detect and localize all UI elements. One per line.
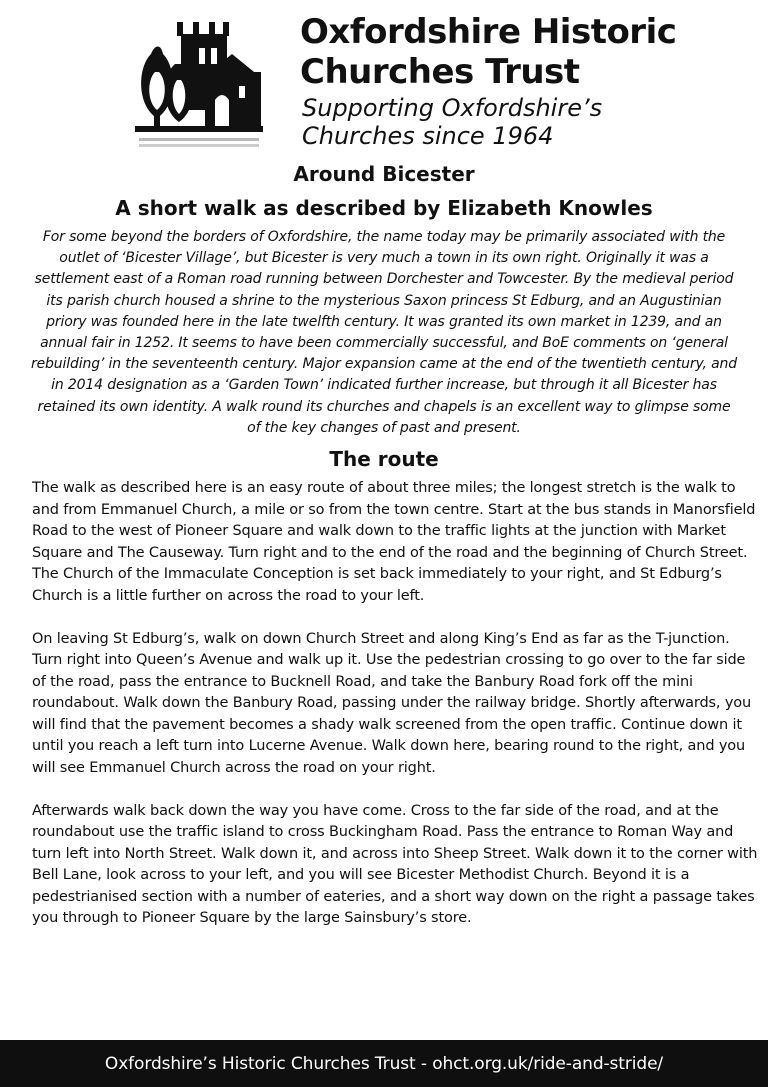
church-and-trees-logo-icon	[133, 14, 265, 152]
footer-text: Oxfordshire’s Historic Churches Trust - ohct.org.uk/ride-and-stride/	[104, 1053, 664, 1074]
route-paragraph-2: On leaving St Edburg’s, walk on down Church Street and along King’s End as far as the T-junction. Turn right into Queen’s Avenue and walk up it. Use the pedestrian crossing to go over to the far side of the road, pass the entrance to Bucknell Road, and take the Banbury Road fork off the mini roundabout. Walk down the Banbury Road, passing under the railway bridge. Shortly afterwards, you will find that the pavement becomes a shady walk screened from the open traffic. Continue down it until you reach a left turn into Lucerne Avenue. Walk down here, bearing round to the right, and you will see Emmanuel Church across the road on your right.	[32, 630, 752, 776]
org-tagline	[302, 94, 742, 150]
footer-bar	[0, 1040, 768, 1087]
intro-paragraph: For some beyond the borders of Oxfordshire, the name today may be primarily associated with the outlet of ‘Bicester Village’, but Bicester is very much a town in its own right. Originally it was a settlement east of a Roman road running between Dorchester and Towcester. By the medieval period its parish church housed a shrine to the mysterious Saxon princess St Edburg, and an Augustinian priory was founded here in the late twelfth century. It was granted its own market in 1239, and an annual fair in 1252. It seems to have been commercially successful, and BoE comments on ‘general rebuilding’ in the seventeenth century. Major expansion came at the end of the twentieth century, and in 2014 designation as a ‘Garden Town’ indicated further increase, but through it all Bicester has retained its own identity. A walk round its churches and chapels is an excellent way to glimpse some of the key changes of past and present.	[30, 229, 738, 436]
location-title: Around Bicester	[293, 162, 475, 186]
tagline-line-1: Supporting Oxfordshire’s	[302, 94, 603, 122]
org-title-line-1: Oxfordshire Historic	[300, 12, 677, 52]
route-body	[32, 478, 762, 951]
org-title-line-2: Churches Trust	[300, 52, 580, 92]
walk-title: A short walk as described by Elizabeth Knowles	[115, 196, 653, 220]
route-paragraph-3: Afterwards walk back down the way you have come. Cross to the far side of the road, and at the roundabout use the traffic island to cross Buckingham Road. Pass the entrance to Roman Way and turn left into North Street. Walk down it, and across into Sheep Street. Walk down it to the corner with Bell Lane, look across to your left, and you will see Bicester Methodist Church. Beyond it is a pedestrianised section with a number of eateries, and a short way down on the right a passage takes you through to Pioneer Square by the large Sainsbury’s store.	[32, 802, 758, 926]
org-title	[300, 12, 740, 92]
page-header	[0, 0, 768, 160]
route-heading: The route	[329, 447, 439, 471]
tagline-line-2: Churches since 1964	[302, 122, 554, 150]
route-paragraph-1: The walk as described here is an easy route of about three miles; the longest stretch is the walk to and from Emmanuel Church, a mile or so from the town centre. Start at the bus stands in Manorsfield Road to the west of Pioneer Square and walk down to the traffic lights at the junction with Market Square and The Causeway. Turn right and to the end of the road and the beginning of Church Street. The Church of the Immaculate Conception is set back immediately to your right, and St Edburg’s Church is a little further on across the road to your left.	[32, 480, 756, 604]
